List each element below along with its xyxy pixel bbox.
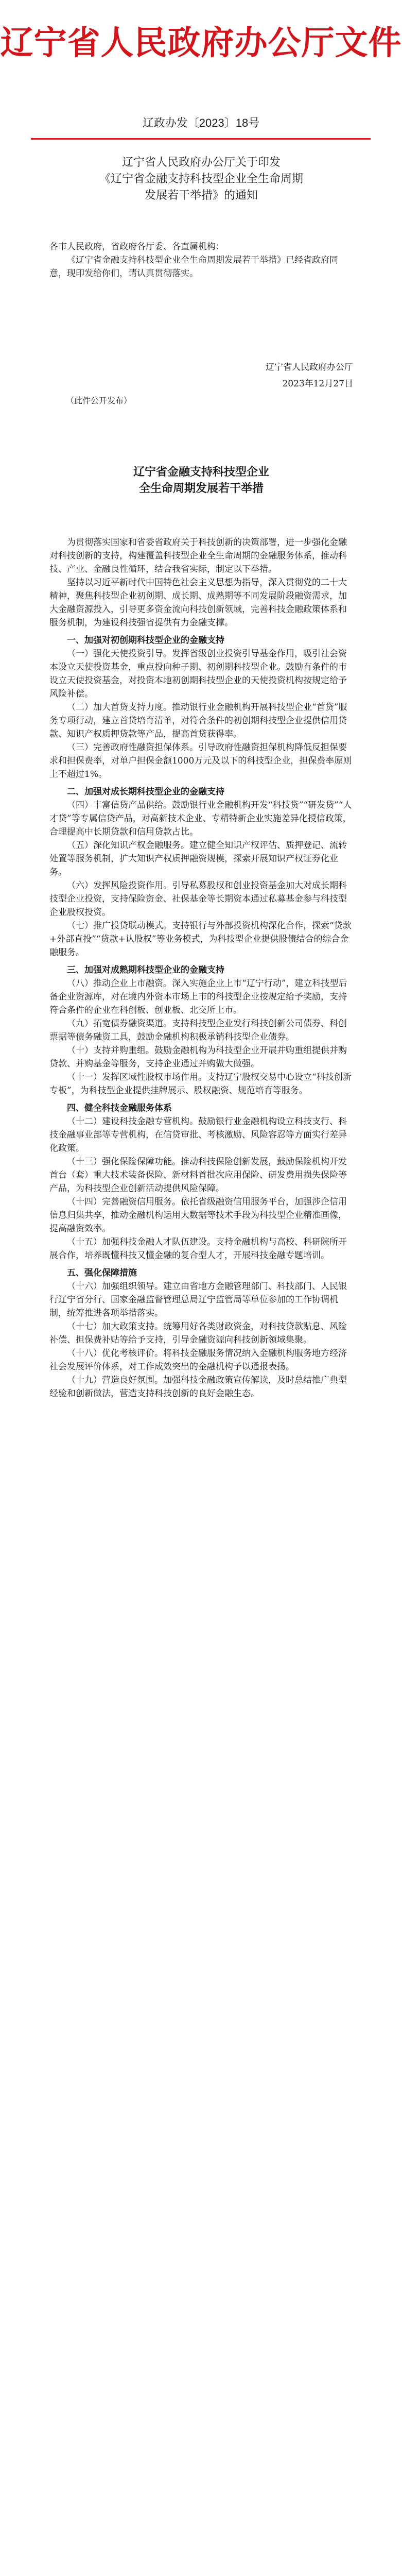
red-divider (31, 138, 371, 140)
notice-text: 《辽宁省金融支持科技型企业全生命周期发展若干举措》已经省政府同意，现印发给你们，请认真贯彻落实。 (49, 255, 338, 279)
section-item: （十五）加强科技金融人才队伍建设。支持金融机构与高校、科研院所开展合作，培养既懂科技又懂金融的复合型人才，开展科技金融专题培训。 (49, 1237, 347, 1261)
section-heading: 一、加强对初创期科技型企业的金融支持 (67, 635, 224, 646)
section-heading: 三、加强对成熟期科技型企业的金融支持 (67, 965, 224, 975)
section-item: （十四）完善融资信用服务。依托省级融资信用服务平台，加强涉企信用信息归集共享，推动金融机构运用大数据等技术手段为科技型企业精准画像，提高融资效率。 (49, 1197, 347, 1234)
section-item: （十二）建设科技金融专营机构。鼓励银行业金融机构设立科技支行、科技金融事业部等专营机构，在信贷审批、考核激励、风险容忍等方面实行差异化政策。 (49, 1116, 347, 1154)
plan-title-line: 辽宁省金融支持科技型企业 (133, 465, 269, 479)
plan-title-line: 全生命周期发展若干举措 (138, 482, 264, 495)
intro-paragraph: 为贯彻落实国家和省委省政府关于科技创新的决策部署，进一步强化金融对科技创新的支持，构建覆盖科技型企业全生命周期的金融服务体系，推动科技、产业、金融良性循环，结合我省实际，制定以下举措。 (49, 537, 347, 574)
issue-date: 2023年12月27日 (282, 379, 353, 389)
section-heading: 二、加强对成长期科技型企业的金融支持 (67, 787, 224, 797)
document-number: 辽政办发〔2023〕18号 (142, 116, 260, 129)
section-item: （十九）营造良好氛围。加强科技金融政策宣传解读，及时总结推广典型经验和创新做法，营造支持科技创新的良好金融生态。 (49, 1375, 347, 1399)
notice-title-line: 发展若干举措》的通知 (144, 189, 258, 202)
section-item: （十）支持并购重组。鼓励金融机构为科技型企业开展并购重组提供并购贷款、并购基金等服务，支持企业通过并购做大做强。 (49, 1045, 347, 1069)
section-item: （五）深化知识产权金融服务。建立健全知识产权评估、质押登记、流转处置等服务机制，扩大知识产权质押融资规模，探索开展知识产权证券化业务。 (49, 840, 347, 877)
section-item: （十八）优化考核评价。将科技金融服务情况纳入金融机构服务地方经济社会发展评价体系，对工作成效突出的金融机构予以通报表扬。 (49, 1348, 347, 1372)
section-item: （一）强化天使投资引导。发挥省级创业投资引导基金作用，吸引社会资本设立天使投资基金，重点投向种子期、初创期科技型企业。鼓励有条件的市设立天使投资基金，对投资本地初创期科技型企业的天使投资机构按规定给予风险补偿。 (49, 649, 347, 699)
section-item: （九）拓宽债券融资渠道。支持科技型企业发行科技创新公司债券、科创票据等债务融资工具，鼓励金融机构积极承销科技型企业债券。 (49, 1019, 347, 1042)
intro-paragraph: 坚持以习近平新时代中国特色社会主义思想为指导，深入贯彻党的二十大精神，聚焦科技型企业初创期、成长期、成熟期等不同发展阶段融资需求，加大金融资源投入，引导更多资金流向科技创新领域，完善科技金融政策体系和服务机制，为建设科技强省提供有力金融支撑。 (49, 578, 347, 628)
notice-title (49, 155, 353, 204)
notice-title-line: 《辽宁省金融支持科技型企业全生命周期 (99, 173, 303, 185)
publication-note: （此件公开发布） (66, 396, 132, 405)
section-item: （六）发挥风险投资作用。引导私募股权和创业投资基金加大对成长期科技型企业投资，支持保险资金、社保基金等长期资本通过私募基金参与科技型企业股权投资。 (49, 880, 347, 918)
section-item: （四）丰富信贷产品供给。鼓励银行业金融机构开发“科技贷”“研发贷”“人才贷”等专属信贷产品，对高新技术企业、专精特新企业实施差异化授信政策，合理提高中长期贷款和信用贷款占比。 (49, 800, 352, 837)
section-heading: 五、强化保障措施 (67, 1268, 137, 1278)
recipients: 各市人民政府，省政府各厅委、各直属机构： (49, 242, 224, 252)
section-item: （八）推动企业上市融资。深入实施企业上市“辽宁行动”，建立科技型后备企业资源库，对在境内外资本市场上市的科技型企业按规定给予奖励，支持符合条件的企业在科创板、创业板、北交所上市。 (49, 978, 347, 1015)
notice-body (49, 240, 353, 280)
section-item: （三）完善政府性融资担保体系。引导政府性融资担保机构降低反担保要求和担保费率，对单户担保金额1000万元及以下的科技型企业，担保费率原则上不超过1%。 (49, 742, 352, 779)
section-item: （十六）加强组织领导。建立由省地方金融管理部门、科技部门、人民银行辽宁省分行、国家金融监督管理总局辽宁监管局等单位参加的工作协调机制，统筹推进各项举措落实。 (49, 1281, 347, 1318)
section-item: （十七）加大政策支持。统筹用好各类财政资金，对科技贷款贴息、风险补偿、担保费补贴等给予支持，引导金融资源向科技创新领域集聚。 (49, 1321, 347, 1345)
plan-title (49, 464, 353, 497)
section-item: （七）推广投贷联动模式。支持银行与外部投资机构深化合作，探索“贷款+外部直投”“贷款+认股权”等业务模式，为科技型企业提供股债结合的综合金融服务。 (49, 921, 352, 958)
section-item: （十一）发挥区域性股权市场作用。支持辽宁股权交易中心设立“科技创新专板”，为科技型企业提供挂牌展示、股权融资、规范培育等服务。 (49, 1072, 352, 1096)
plan-body (49, 536, 353, 1400)
signer: 辽宁省人民政府办公厅 (266, 362, 353, 372)
section-item: （十三）强化保险保障功能。推动科技保险创新发展，鼓励保险机构开发首台（套）重大技术装备保险、新材料首批次应用保险、研发费用损失保险等产品，为科技型企业创新活动提供风险保障。 (49, 1157, 347, 1194)
section-item: （二）加大首贷支持力度。推动银行业金融机构开展科技型企业“首贷”服务专项行动，建立首贷培育清单，对符合条件的初创期科技型企业提供信用贷款、知识产权质押贷款等产品，提高首贷获得率。 (49, 702, 347, 739)
section-heading: 四、健全科技金融服务体系 (67, 1103, 172, 1113)
notice-title-line: 辽宁省人民政府办公厅关于印发 (121, 156, 281, 169)
masthead-title: 辽宁省人民政府办公厅文件 (0, 24, 402, 62)
